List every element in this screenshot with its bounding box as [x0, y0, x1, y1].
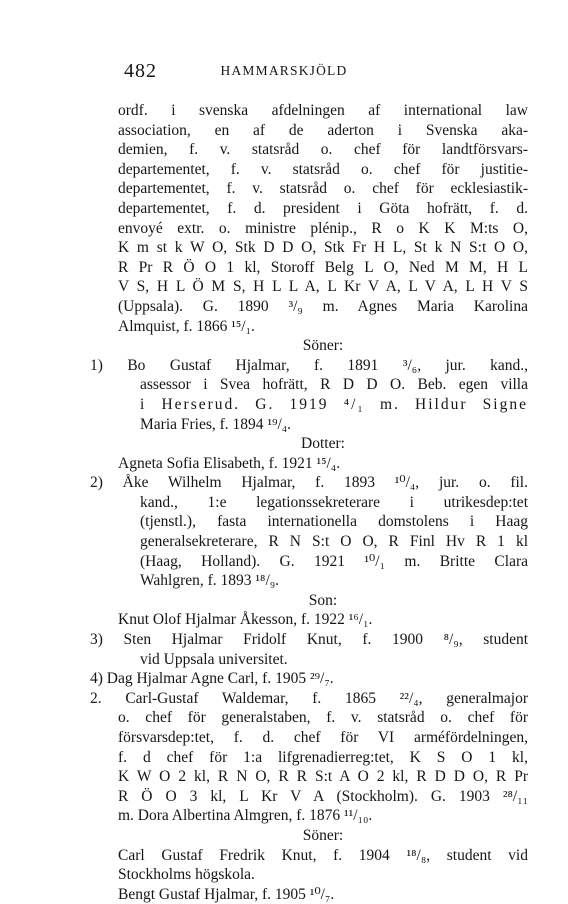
- text-line: 4) Dag Hjalmar Agne Carl, f. 1905 ²⁹/₇.: [90, 670, 334, 688]
- section-label-soner-2: Söner:: [302, 826, 344, 844]
- text-line: departementet, f. v. statsråd o. chef för justitie-: [118, 160, 528, 178]
- section-label-son: Son:: [308, 591, 338, 609]
- text-line: 1) Bo Gustaf Hjalmar, f. 1891 ³/₆, jur. kand.,: [90, 356, 528, 374]
- text-line: m. Dora Albertina Almgren, f. 1876 ¹¹/₁₀.: [118, 807, 373, 825]
- text-line: association, en af de aderton i Svenska aka-: [118, 121, 528, 139]
- section-label-dotter: Dotter:: [301, 435, 345, 453]
- text-line: V S, H L Ö M S, H L L A, L Kr V A, L V A, L H V S: [118, 278, 528, 296]
- text-line: o. chef för generalstaben, f. v. statsråd o. chef för: [118, 709, 528, 727]
- text-line: Bengt Gustaf Hjalmar, f. 1905 ¹⁰/₇.: [118, 885, 335, 903]
- text-line: Carl Gustaf Fredrik Knut, f. 1904 ¹⁸/₈, student vid: [118, 846, 528, 864]
- text-line: Knut Olof Hjalmar Åkesson, f. 1922 ¹⁶/₁.: [118, 611, 373, 629]
- page-number: 482: [124, 60, 157, 82]
- text-line: (Uppsala). G. 1890 ³/₉ m. Agnes Maria Karolina: [118, 297, 528, 315]
- text-line: 2) Åke Wilhelm Hjalmar, f. 1893 ¹⁰/₄, jur. o. fil.: [90, 474, 528, 492]
- text-line: R Pr R Ö O 1 kl, Storoff Belg L O, Ned M M, H L: [118, 258, 528, 276]
- text-line: envoyé extr. o. ministre plénip., R o K K M:ts O,: [118, 219, 528, 237]
- text-line: K m st k W O, Stk D D O, Stk Fr H L, St k N S:t O O,: [118, 239, 528, 257]
- text-line: departementet, f. d. president i Göta hofrätt, f. d.: [118, 199, 528, 217]
- text-line: f. d chef för 1:a lifgrenadierreg:tet, K S O 1 kl,: [118, 748, 528, 766]
- text-line: Almquist, f. 1866 ¹⁵/₁.: [118, 317, 255, 335]
- text-line: generalsekreterare, R N S:t O O, R Finl Hv R 1 kl: [140, 533, 528, 551]
- text-line: (Haag, Holland). G. 1921 ¹⁰/₁ m. Britte Clara: [140, 552, 528, 570]
- text-line: Agneta Sofia Elisabeth, f. 1921 ¹⁵/₄.: [118, 454, 341, 472]
- text-line: 3) Sten Hjalmar Fridolf Knut, f. 1900 ⁸/₉, student: [90, 631, 528, 649]
- text-line: i Herserud. G. 1919 ⁴/₁ m. Hildur Signe: [140, 395, 528, 413]
- text-line: ordf. i svenska afdelningen af international law: [118, 102, 528, 119]
- text-body: [90, 101, 528, 904]
- text-line: assessor i Svea hofrätt, R D D O. Bеb. egen villa: [140, 376, 528, 394]
- text-line: K W O 2 kl, R N O, R R S:t A O 2 kl, R D D O, R Pr: [118, 768, 528, 786]
- text-line: Maria Fries, f. 1894 ¹⁹/₄.: [140, 415, 292, 433]
- text-line: demien, f. v. statsråd o. chef för landtförsvars-: [118, 141, 528, 159]
- section-label-soner: Söner:: [302, 337, 344, 355]
- text-line: vid Uppsala universitet.: [140, 650, 288, 668]
- text-line: R Ö O 3 kl, L Kr V A (Stockholm). G. 1903 ²⁸/₁₁: [118, 787, 528, 805]
- text-line: försvarsdep:tet, f. d. chef för VI arméfördelningen,: [118, 729, 528, 746]
- page-header: [0, 58, 568, 88]
- text-line: kand., 1:e legationssekreterare i utrikesdep:tet: [140, 493, 528, 511]
- text-line: 2. Carl-Gustaf Waldemar, f. 1865 ²²/₄, generalmajor: [90, 689, 528, 707]
- text-line: Stockholms högskola.: [118, 866, 255, 884]
- running-head: HAMMARSKJÖLD: [220, 63, 348, 78]
- text-line: Wahlgren, f. 1893 ¹⁸/₉.: [140, 572, 280, 590]
- text-line: (tjenstl.), fasta internationella domstolens i Haag: [140, 513, 528, 531]
- text-line: departementet, f. v. statsråd o. chef för ecklesiastik-: [118, 180, 528, 198]
